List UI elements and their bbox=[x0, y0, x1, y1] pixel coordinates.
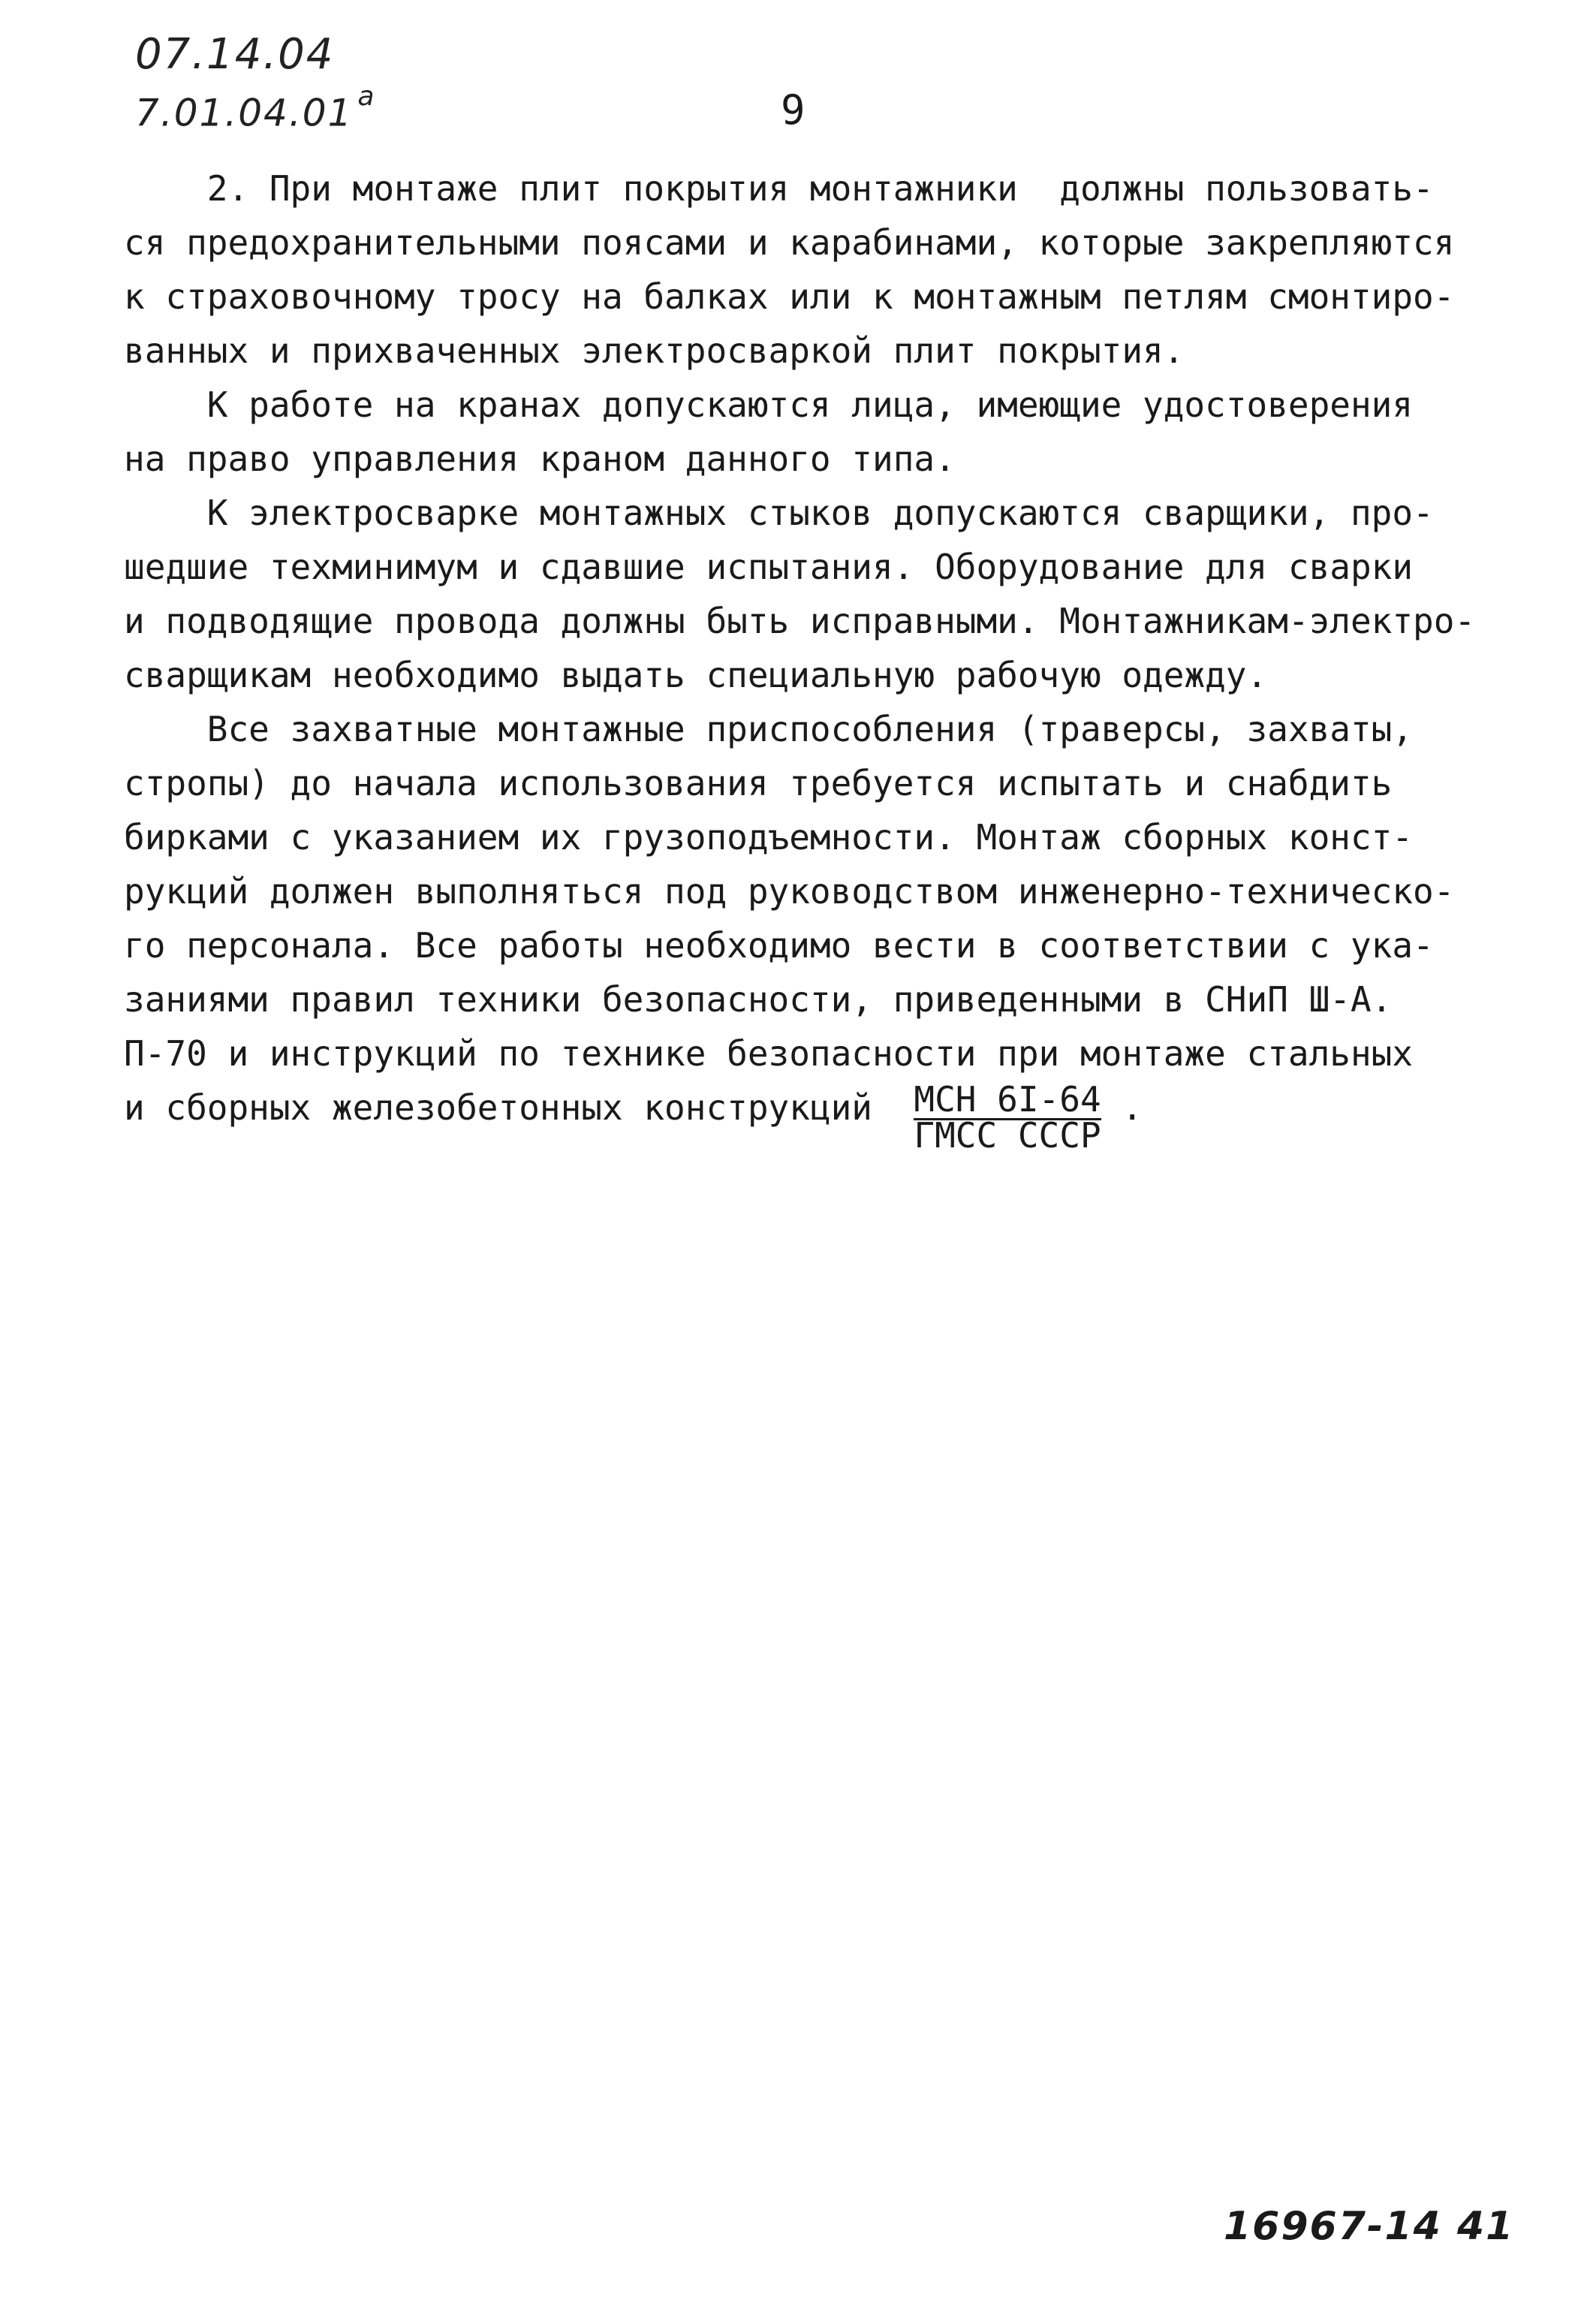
text-line: бирками с указанием их грузоподъемности. Монтаж сборных конст- bbox=[124, 817, 1414, 858]
text-line: стропы) до начала использования требуется испытать и снабдить bbox=[124, 763, 1393, 803]
last-line-prefix: и сборных железобетонных конструкций bbox=[124, 1087, 914, 1128]
last-text-line bbox=[124, 1079, 1475, 1156]
text-line: на право управления краном данного типа. bbox=[124, 439, 956, 479]
text-line: П-70 и инструкций по технике безопасности при монтаже стальных bbox=[124, 1033, 1414, 1074]
last-line-suffix: . bbox=[1101, 1087, 1143, 1128]
handwritten-code-2-suffix: a bbox=[357, 81, 376, 112]
reference-code: МСН 6I-64 bbox=[914, 1079, 1101, 1120]
text-line: 2. При монтаже плит покрытия монтажники должны пользовать- bbox=[124, 168, 1434, 209]
page-number: 9 bbox=[781, 86, 806, 134]
text-line: Все захватные монтажные приспособления (траверсы, захваты, bbox=[124, 709, 1414, 749]
handwritten-code-2-main: 7.01.04.01 bbox=[135, 91, 354, 135]
text-line: ся предохранительными поясами и карабинами, которые закрепляются bbox=[124, 222, 1455, 263]
handwritten-code-1: 07.14.04 bbox=[135, 30, 335, 79]
text-line: ванных и прихваченных электросваркой плит покрытия. bbox=[124, 330, 1185, 371]
text-line: К электросварке монтажных стыков допускаются сварщики, про- bbox=[124, 493, 1434, 533]
body-text bbox=[124, 161, 1476, 1156]
text-line: го персонала. Все работы необходимо вести в соответствии с ука- bbox=[124, 925, 1434, 966]
text-line: к страховочному тросу на балках или к монтажным петлям смонтиро- bbox=[124, 276, 1455, 317]
text-line: и подводящие провода должны быть исправными. Монтажникам-электро- bbox=[124, 601, 1476, 641]
text-line: К работе на кранах допускаются лица, имеющие удостоверения bbox=[124, 384, 1414, 425]
handwritten-code-2 bbox=[135, 81, 376, 135]
handwritten-footer-number: 16967-14 41 bbox=[1224, 2204, 1515, 2249]
text-line: заниями правил техники безопасности, приведенными в СНиП Ш-А. bbox=[124, 979, 1393, 1020]
text-line: сварщикам необходимо выдать специальную рабочую одежду. bbox=[124, 655, 1268, 695]
text-line: шедшие техминимум и сдавшие испытания. Оборудование для сварки bbox=[124, 547, 1414, 587]
reference-authority: ГМСС СССР bbox=[914, 1115, 1101, 1156]
text-line: рукций должен выполняться под руководством инженерно-техническо- bbox=[124, 871, 1455, 912]
standard-reference bbox=[914, 1079, 1101, 1156]
